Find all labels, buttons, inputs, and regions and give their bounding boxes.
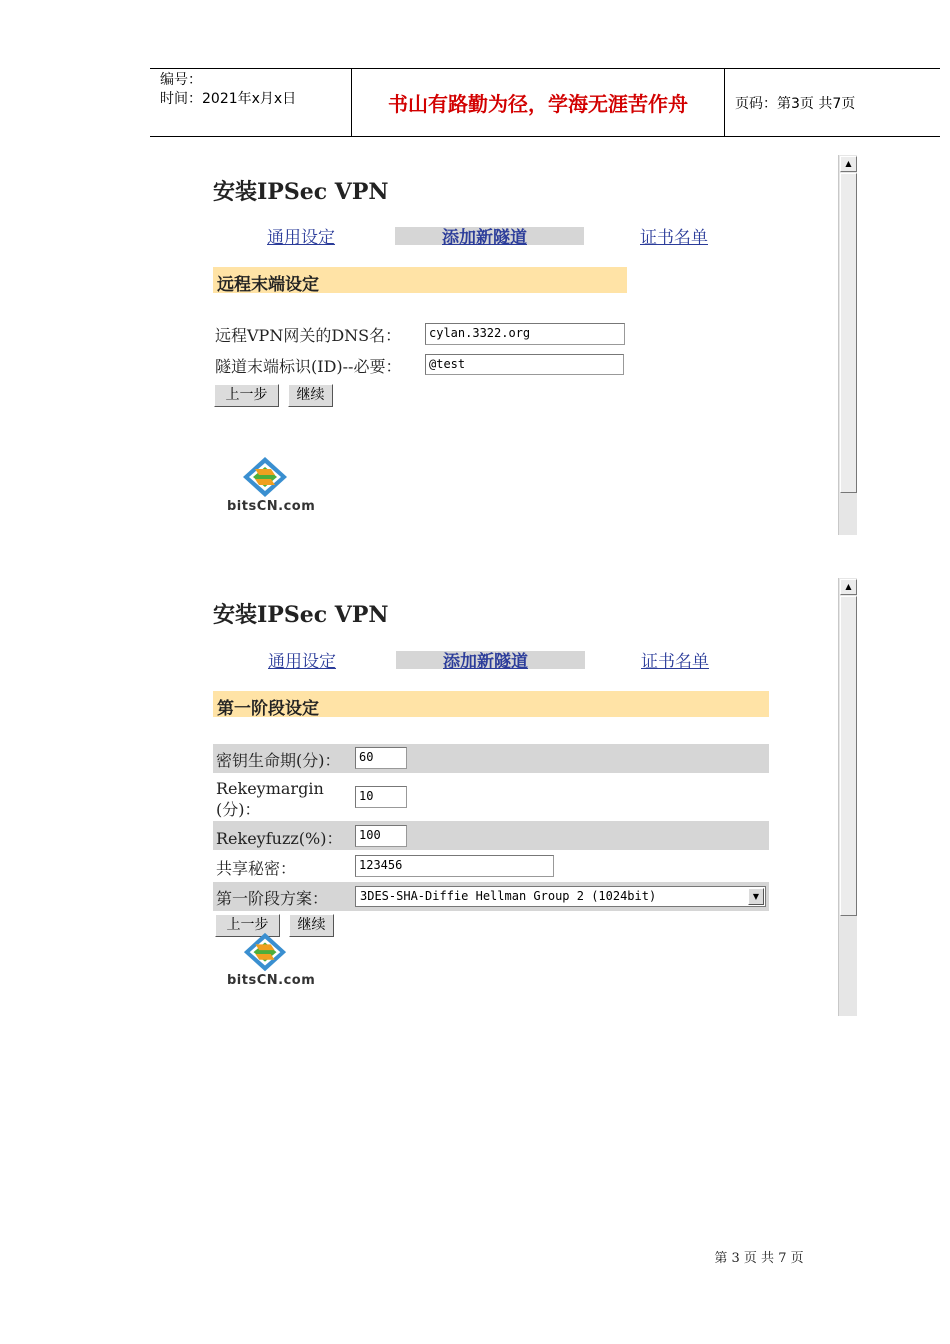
header-motto-cell <box>352 69 725 136</box>
rekeymargin-label: Rekeymargin <box>216 779 324 798</box>
page-title: 安装IPSec VPN <box>213 179 389 205</box>
section-header <box>213 267 627 293</box>
vertical-scrollbar[interactable] <box>838 578 857 1016</box>
section-header <box>213 691 769 717</box>
header-meta-cell <box>150 69 352 136</box>
tab-add-new-tunnel[interactable]: 添加新隧道 <box>443 652 528 672</box>
tab-certificate-list[interactable]: 证书名单 <box>640 228 708 248</box>
rekeymargin-unit-label: (分)： <box>216 800 261 819</box>
phase-one-scheme-select[interactable] <box>355 886 766 907</box>
phase-one-scheme-label: 第一阶段方案： <box>216 889 329 908</box>
document-header <box>150 68 940 137</box>
phase-one-scheme-value: 3DES-SHA-Diffie Hellman Group 2 (1024bit) <box>360 889 657 903</box>
continue-button[interactable]: 继续 <box>289 914 334 937</box>
screenshot-phase-one-settings <box>205 578 857 1016</box>
header-motto: 书山有路勤为径，学海无涯苦作舟 <box>388 92 688 116</box>
tab-certificate-list[interactable]: 证书名单 <box>641 652 709 672</box>
rekeyfuzz-input[interactable]: 100 <box>355 825 407 847</box>
page-title: 安装IPSec VPN <box>213 602 389 628</box>
shared-secret-input[interactable]: 123456 <box>355 855 554 877</box>
shared-secret-label: 共享秘密： <box>216 859 297 878</box>
scroll-up-arrow-icon[interactable]: ▲ <box>840 579 857 595</box>
tab-general-settings[interactable]: 通用设定 <box>267 228 335 248</box>
document-time-label: 时间：2021年x月x日 <box>160 91 297 107</box>
header-page-info: 页码：第3页 共7页 <box>735 95 856 112</box>
bitscn-logo-text: bitsCN.com <box>227 973 316 988</box>
bitscn-logo-icon <box>225 931 305 977</box>
header-page-cell <box>725 69 940 136</box>
bitscn-logo <box>225 455 315 514</box>
key-lifetime-input[interactable]: 60 <box>355 747 407 769</box>
scrollbar-thumb[interactable] <box>840 596 857 916</box>
chevron-down-icon[interactable]: ▼ <box>748 888 764 905</box>
tab-general-settings[interactable]: 通用设定 <box>268 652 336 672</box>
dns-name-input[interactable]: cylan.3322.org <box>425 323 625 345</box>
tunnel-id-input[interactable]: @test <box>425 354 624 375</box>
document-number-label: 编号： <box>160 72 202 88</box>
dns-name-label: 远程VPN网关的DNS名： <box>215 326 402 345</box>
tab-add-new-tunnel[interactable]: 添加新隧道 <box>442 228 527 248</box>
screenshot-remote-end-settings <box>205 155 857 535</box>
bitscn-logo <box>225 931 315 988</box>
back-button[interactable]: 上一步 <box>214 384 279 407</box>
section-title: 远程末端设定 <box>217 275 319 295</box>
section-title: 第一阶段设定 <box>217 699 319 719</box>
key-lifetime-label: 密钥生命期(分)： <box>216 751 341 770</box>
rekeyfuzz-label: Rekeyfuzz(%)： <box>216 829 343 848</box>
tunnel-id-label: 隧道末端标识(ID)--必要： <box>215 357 402 376</box>
rekeymargin-input[interactable]: 10 <box>355 786 407 808</box>
continue-button[interactable]: 继续 <box>288 384 333 407</box>
page-footer <box>0 1247 950 1266</box>
back-button[interactable]: 上一步 <box>215 914 280 937</box>
bitscn-logo-text: bitsCN.com <box>227 499 316 514</box>
scrollbar-thumb[interactable] <box>840 173 857 493</box>
vertical-scrollbar[interactable] <box>838 155 857 535</box>
bitscn-logo-icon <box>225 455 305 503</box>
footer-page-number: 第 3 页 共 7 页 <box>714 1251 804 1266</box>
scroll-up-arrow-icon[interactable]: ▲ <box>840 156 857 172</box>
